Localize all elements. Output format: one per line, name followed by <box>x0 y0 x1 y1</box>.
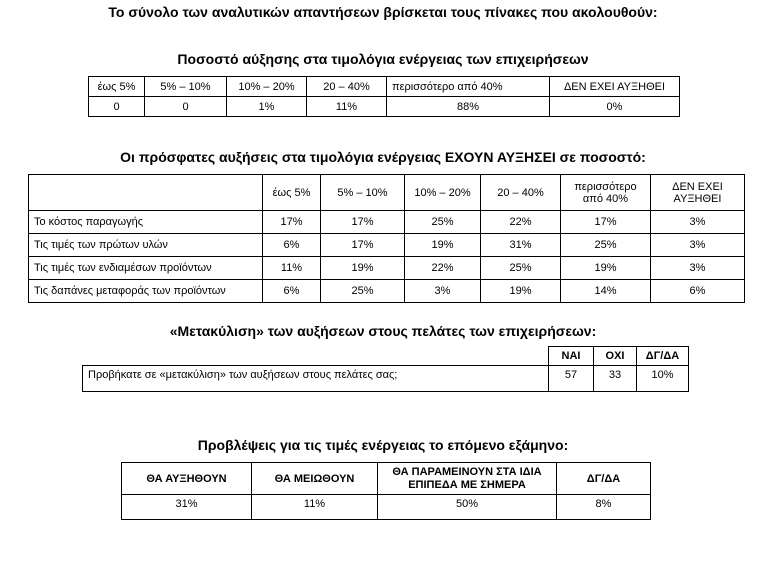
table1-header: ΔΕΝ ΕΧΕΙ ΑΥΞΗΘΕΙ <box>550 77 680 97</box>
table2-cell: 3% <box>405 280 481 303</box>
table2-row <box>29 280 745 303</box>
table3-header-no: ΟΧΙ <box>594 347 637 366</box>
table4-value: 50% <box>378 495 557 520</box>
table1-header: 10% – 20% <box>227 77 307 97</box>
table2-cell: 3% <box>651 257 745 280</box>
table2-header: έως 5% <box>263 175 321 211</box>
table2-row <box>29 234 745 257</box>
table2-cell: 25% <box>321 280 405 303</box>
table2-row <box>29 257 745 280</box>
table1-value: 0 <box>89 97 145 117</box>
table4-header: ΘΑ ΑΥΞΗΘΟΥΝ <box>122 463 252 495</box>
table2-cell: 19% <box>561 257 651 280</box>
table4-title: Προβλέψεις για τις τιμές ενέργειας το επόμενο εξάμηνο: <box>197 437 569 453</box>
table1-value: 11% <box>307 97 387 117</box>
table2-cell: 22% <box>481 211 561 234</box>
table1-value: 1% <box>227 97 307 117</box>
table2-row-label: Το κόστος παραγωγής <box>29 211 263 234</box>
table2-cell: 25% <box>561 234 651 257</box>
table2-cell: 17% <box>321 211 405 234</box>
table3-value: 33 <box>594 366 637 392</box>
table2-title: Οι πρόσφατες αυξήσεις στα τιμολόγια ενέργειας ΕΧΟΥΝ ΑΥΞΗΣΕΙ σε ποσοστό: <box>120 149 646 165</box>
table1-title: Ποσοστό αύξησης στα τιμολόγια ενέργειας των επιχειρήσεων <box>177 51 589 67</box>
table2 <box>28 174 745 303</box>
table2-cell: 3% <box>651 211 745 234</box>
table3-value: 57 <box>549 366 594 392</box>
table2-row <box>29 211 745 234</box>
table2-cell: 25% <box>481 257 561 280</box>
table1-value: 0 <box>145 97 227 117</box>
table4-value: 11% <box>252 495 378 520</box>
table2-cell: 31% <box>481 234 561 257</box>
table3-header-dk: ΔΓ/ΔΑ <box>637 347 689 366</box>
main-title: Το σύνολο των αναλυτικών απαντήσεων βρίσκεται τους πίνακες που ακολουθούν: <box>108 4 658 20</box>
table2-cell: 22% <box>405 257 481 280</box>
table2-header: 5% – 10% <box>321 175 405 211</box>
table1-header: 20 – 40% <box>307 77 387 97</box>
table2-cell: 17% <box>263 211 321 234</box>
table2-header: 20 – 40% <box>481 175 561 211</box>
table3-question: Προβήκατε σε «μετακύλιση» των αυξήσεων στους πελάτες σας; <box>83 366 549 392</box>
table1-value: 88% <box>387 97 550 117</box>
table3-header-yes: ΝΑΙ <box>549 347 594 366</box>
table2-cell: 17% <box>321 234 405 257</box>
table3-spacer <box>83 347 549 366</box>
table1-header: 5% – 10% <box>145 77 227 97</box>
table2-row-label: Τις τιμές των πρώτων υλών <box>29 234 263 257</box>
table2-cell: 14% <box>561 280 651 303</box>
table3-title: «Μετακύλιση» των αυξήσεων στους πελάτες των επιχειρήσεων: <box>169 323 597 339</box>
table2-corner <box>29 175 263 211</box>
table2-cell: 3% <box>651 234 745 257</box>
table2-header: 10% – 20% <box>405 175 481 211</box>
table4-value: 8% <box>557 495 651 520</box>
table1-value: 0% <box>550 97 680 117</box>
table3 <box>82 346 689 392</box>
table2-cell: 17% <box>561 211 651 234</box>
table2-row-label: Τις δαπάνες μεταφοράς των προϊόντων <box>29 280 263 303</box>
table2-cell: 6% <box>263 234 321 257</box>
table2-cell: 19% <box>405 234 481 257</box>
table3-value: 10% <box>637 366 689 392</box>
table1-header: περισσότερο από 40% <box>387 77 550 97</box>
table2-row-label: Τις τιμές των ενδιαμέσων προϊόντων <box>29 257 263 280</box>
table2-cell: 25% <box>405 211 481 234</box>
table2-cell: 19% <box>481 280 561 303</box>
table4 <box>121 462 651 520</box>
table4-header: ΔΓ/ΔΑ <box>557 463 651 495</box>
table2-cell: 19% <box>321 257 405 280</box>
table4-value: 31% <box>122 495 252 520</box>
table2-cell: 6% <box>263 280 321 303</box>
table4-header: ΘΑ ΜΕΙΩΘΟΥΝ <box>252 463 378 495</box>
table2-cell: 11% <box>263 257 321 280</box>
table2-header: ΔΕΝ ΕΧΕΙ ΑΥΞΗΘΕΙ <box>651 175 745 211</box>
table1-header: έως 5% <box>89 77 145 97</box>
table4-header: ΘΑ ΠΑΡΑΜΕΙΝΟΥΝ ΣΤΑ ΙΔΙΑ ΕΠΙΠΕΔΑ ΜΕ ΣΗΜΕΡΑ <box>378 463 557 495</box>
table1 <box>88 76 680 117</box>
table2-cell: 6% <box>651 280 745 303</box>
table2-header: περισσότερο από 40% <box>561 175 651 211</box>
